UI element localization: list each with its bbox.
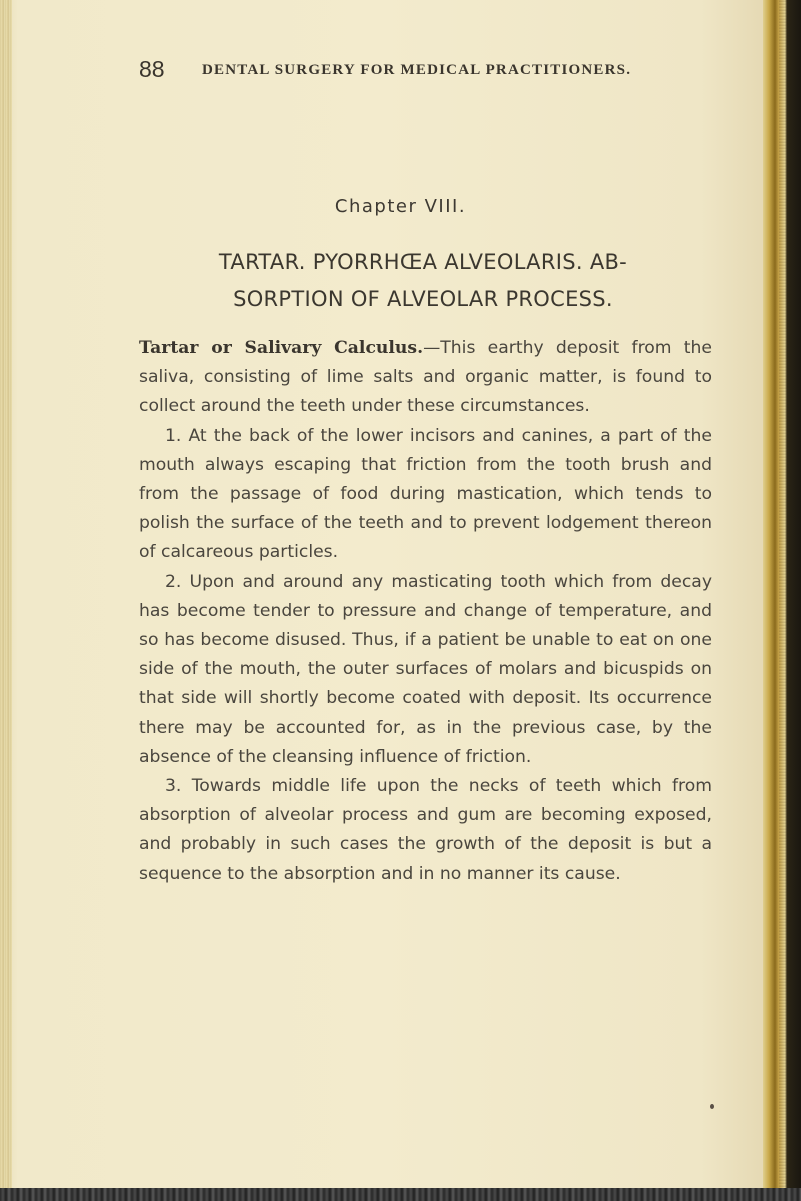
section-intro: —This earthy deposit from the saliva, consisting of lime salts and organic matter, is found to collect around the teeth under these circumstances. — [139, 338, 712, 417]
page-gutter — [0, 0, 12, 1201]
list-item-3: 3. Towards middle life upon the necks of teeth which from absorption of alveolar process and gum are becoming exposed, and probably in such cases the growth of the deposit is but a sequence to the absorption and in no manner its cause. — [139, 776, 712, 884]
page-edge-bottom — [0, 1188, 801, 1201]
list-item-1: 1. At the back of the lower incisors and canines, a part of the mouth always escaping that friction from the tooth brush and from the passage of food during mastication, which tends to polish the surface of the teeth and to prevent lodgement thereon of calcareous particles. — [139, 425, 712, 563]
section-paragraph — [139, 334, 712, 422]
page-edge-texture — [779, 0, 789, 1201]
list-item-2: 2. Upon and around any masticating tooth which from decay has become tender to pressure and change of temperature, and so has become disused. Thus, if a patient be unable to eat on one side of the mouth, the outer surfaces of molars and bicuspids on that side will shortly become coated with deposit. Its occurrence there may be accounted for, as in the previous case, by the absence of the cleansing influence of friction. — [139, 571, 712, 767]
section-heading: Tartar or Salivary Calculus. — [139, 338, 424, 358]
running-head — [139, 56, 699, 86]
chapter-title-line-1: TARTAR. PYORRHŒA ALVEOLARIS. AB- — [218, 250, 628, 274]
ink-speck — [710, 1104, 714, 1109]
chapter-title — [134, 244, 712, 318]
page-number: 88 — [139, 56, 165, 82]
body-text — [139, 334, 712, 889]
chapter-title-line-2: SORPTION OF ALVEOLAR PROCESS. — [233, 287, 613, 311]
chapter-label: Chapter VIII. — [334, 196, 467, 217]
running-head-title: DENTAL SURGERY FOR MEDICAL PRACTITIONERS. — [202, 62, 632, 78]
